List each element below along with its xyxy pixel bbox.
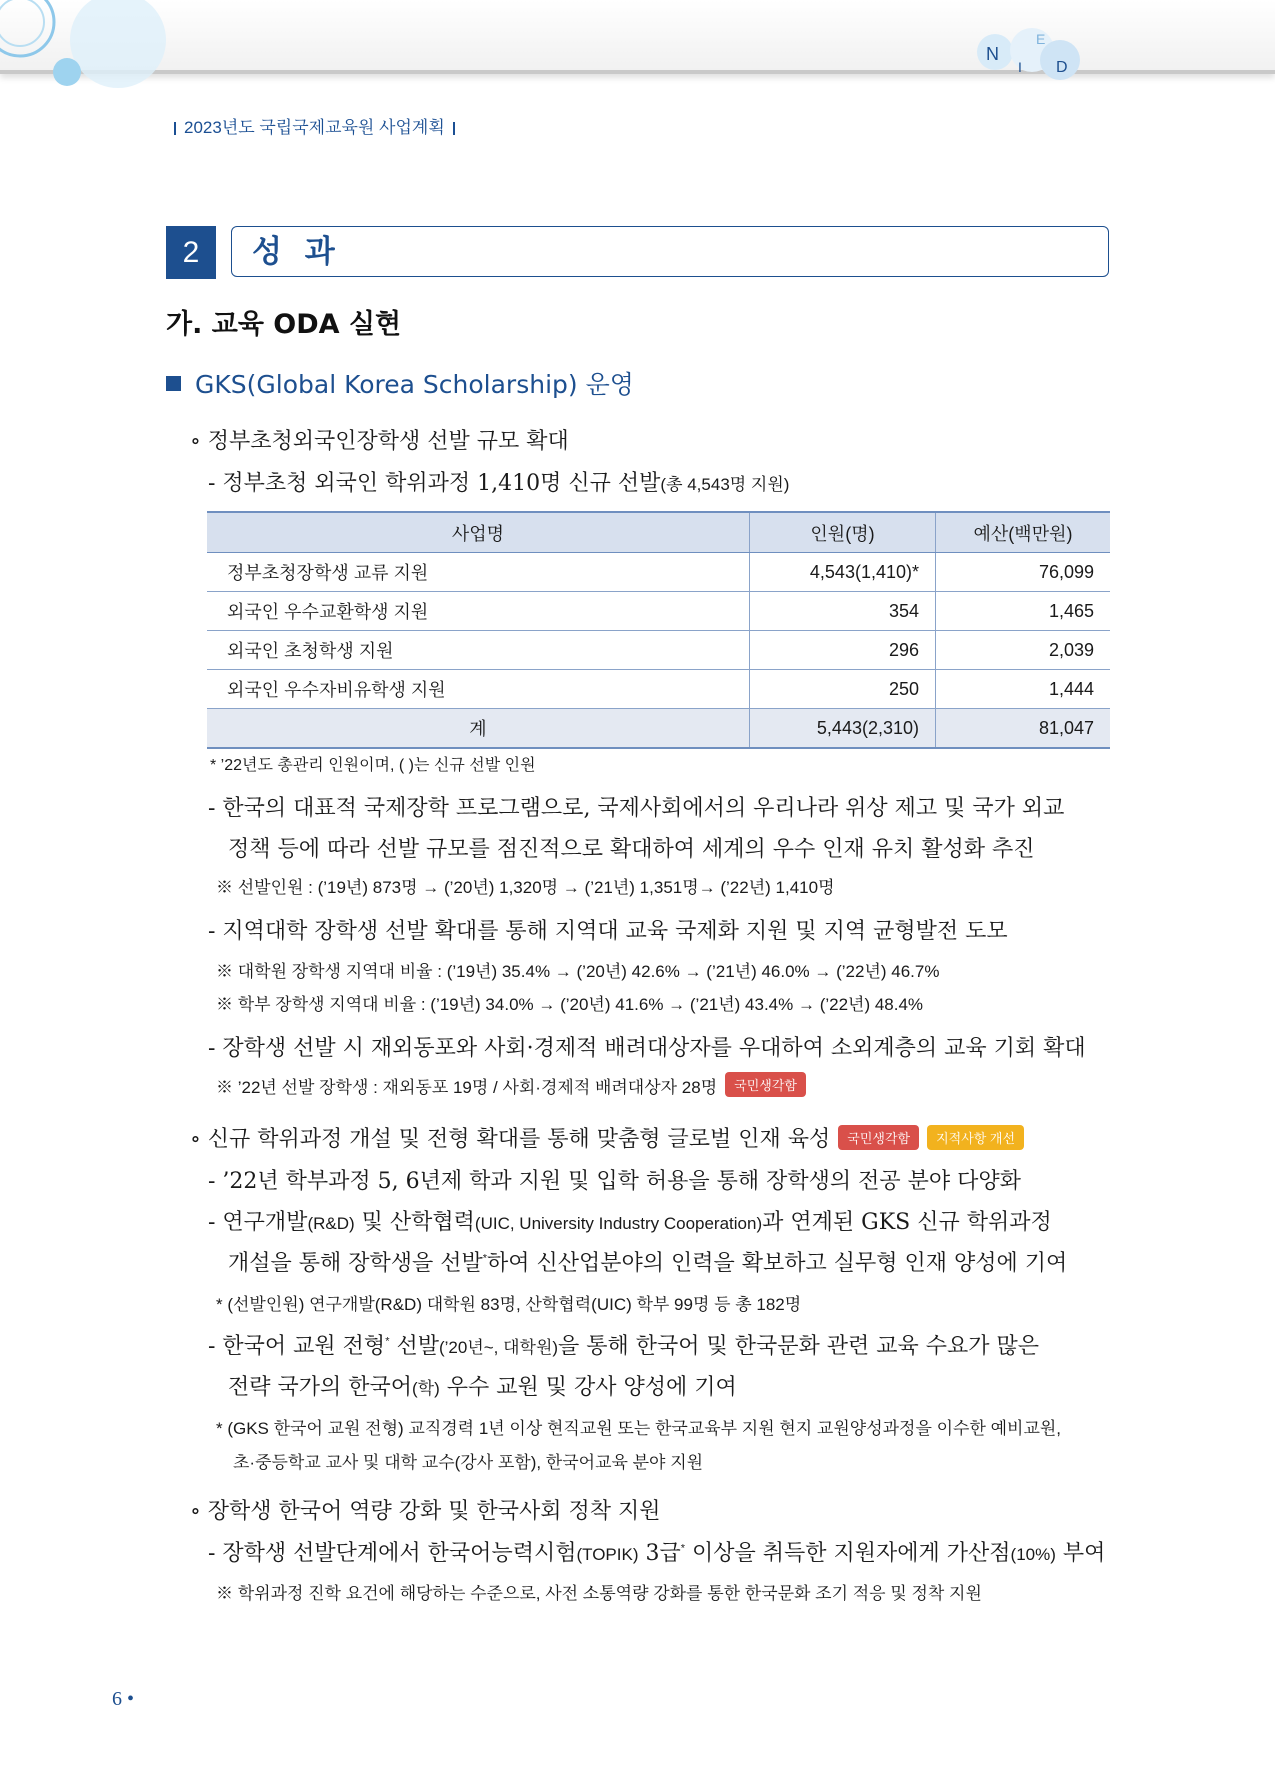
- col-header-budget: 예산(백만원): [936, 512, 1111, 553]
- col-header-people: 인원(명): [750, 512, 936, 553]
- b2-line4-sup: *: [385, 1335, 390, 1348]
- running-header: [166, 113, 463, 138]
- b2-line3-a: 개설을 통해 장학생을 선발: [228, 1251, 483, 1276]
- table-row: [207, 631, 1110, 670]
- b3-line1-a: - 장학생 선발단계에서 한국어능력시험: [208, 1541, 577, 1566]
- p2-line1: - 지역대학 장학생 선발 확대를 통해 지역대 교육 국제화 지원 및 지역 균형발전 도모: [208, 919, 1008, 944]
- bullet-1-line: [208, 466, 789, 497]
- bullet-3-text: 장학생 한국어 역량 강화 및 한국사회 정착 지원: [207, 1499, 661, 1524]
- b2-line5-c: 우수 교원 및 강사 양성에 기여: [439, 1375, 737, 1400]
- b2-line4-b: 선발: [389, 1334, 439, 1359]
- cell-people: 4,543(1,410)*: [750, 553, 936, 592]
- nied-logo: [960, 20, 1110, 90]
- table-row: [207, 592, 1110, 631]
- b2-line5: [228, 1370, 737, 1401]
- table-total-row: [207, 709, 1110, 749]
- b2-line2-e: 과 연계된 GKS 신규 학위과정: [762, 1210, 1052, 1235]
- bullet-1-line-small: (총 4,543명 지원): [660, 475, 790, 494]
- b2-line2-d: (UIC, University Industry Cooperation): [474, 1214, 763, 1233]
- circle-decoration: [0, 0, 260, 100]
- b2-line3-sup: *: [482, 1252, 488, 1265]
- p1-note: ※ 선발인원 : (’19년) 873명 → (’20년) 1,320명 → (’21년) 1,351명→ (’22년) 1,410명: [216, 878, 835, 897]
- b3-line1-e: (10%): [1010, 1545, 1056, 1564]
- col-header-program: 사업명: [207, 512, 750, 553]
- header-title: 2023년도 국립국제교육원 사업계획: [184, 118, 445, 137]
- cell-people: 354: [750, 592, 936, 631]
- heading-education-oda: 가. 교육 ODA 실현: [166, 309, 402, 340]
- cell-budget: 1,465: [936, 592, 1111, 631]
- cell-budget: 76,099: [936, 553, 1111, 592]
- b2-line5-b: (학): [412, 1379, 440, 1398]
- budget-table: [207, 511, 1110, 749]
- p2-note1: ※ 대학원 장학생 지역대 비율 : (’19년) 35.4% → (’20년) 42.6% → (’21년) 46.0% → (’22년) 46.7%: [216, 962, 940, 981]
- b2-note2-line1: * (GKS 한국어 교원 전형) 교직경력 1년 이상 현직교원 또는 한국교육부 지원 현지 교원양성과정을 이수한 예비교원,: [216, 1419, 1062, 1438]
- b3-line1-d: 이상을 취득한 지원자에게 가산점: [685, 1541, 1011, 1566]
- svg-text:D: D: [1056, 59, 1068, 76]
- b3-note: ※ 학위과정 진학 요건에 해당하는 수준으로, 사전 소통역량 강화를 통한 한국문화 조기 적응 및 정착 지원: [216, 1584, 982, 1603]
- b3-line1-f: 부여: [1055, 1541, 1106, 1566]
- cell-program: 외국인 우수교환학생 지원: [207, 592, 750, 631]
- bullet-2-title: ∘ 신규 학위과정 개설 및 전형 확대를 통해 맞춤형 글로벌 인재 육성 국민생각함 지적사항 개선: [190, 1122, 1024, 1153]
- bullet-2-text: 신규 학위과정 개설 및 전형 확대를 통해 맞춤형 글로벌 인재 육성: [207, 1127, 831, 1152]
- b2-line4-a: - 한국어 교원 전형: [208, 1334, 386, 1359]
- b2-line2-a: - 연구개발: [208, 1210, 308, 1235]
- b2-note: * (선발인원) 연구개발(R&D) 대학원 83명, 산학협력(UIC) 학부 99명 등 총 182명: [216, 1295, 802, 1314]
- table-row: [207, 670, 1110, 709]
- cell-people: 250: [750, 670, 936, 709]
- b2-note2-line2: 초·중등학교 교사 및 대학 교수(강사 포함), 한국어교육 분야 지원: [233, 1453, 704, 1472]
- p1-line1: - 한국의 대표적 국제장학 프로그램으로, 국제사회에서의 우리나라 위상 제고 및 국가 외교: [208, 796, 1065, 821]
- b2-line2-c: 및 산학협력: [354, 1210, 475, 1235]
- p2-note2: ※ 학부 장학생 지역대 비율 : (’19년) 34.0% → (’20년) 41.6% → (’21년) 43.4% → (’22년) 48.4%: [216, 995, 924, 1014]
- b2-line2-b: (R&D): [307, 1214, 355, 1233]
- b3-line1-sup: *: [680, 1542, 686, 1555]
- cell-program: 외국인 우수자비유학생 지원: [207, 670, 750, 709]
- header-bar-right: [453, 122, 455, 135]
- table-footnote: * ’22년도 총관리 인원이며, ( )는 신규 선발 인원: [210, 757, 536, 774]
- b2-line5-a: 전략 국가의 한국어: [228, 1375, 413, 1400]
- svg-text:N: N: [986, 44, 999, 64]
- bullet-1-title: ∘ 정부초청외국인장학생 선발 규모 확대: [190, 429, 569, 454]
- square-bullet-icon: [166, 376, 181, 391]
- b2-line4: [208, 1329, 1039, 1360]
- cell-program: 정부초청장학생 교류 지원: [207, 553, 750, 592]
- b2-line1: - ’22년 학부과정 5, 6년제 학과 지원 및 입학 허용을 통해 장학생의 전공 분야 다양화: [208, 1169, 1021, 1194]
- bullet-1-text: 정부초청외국인장학생 선발 규모 확대: [207, 429, 569, 454]
- b3-line1-c: 3급: [638, 1541, 681, 1566]
- b2-line3: [228, 1246, 1067, 1277]
- p3-note: [216, 1072, 806, 1098]
- svg-text:I: I: [1018, 59, 1022, 75]
- table-header-row: [207, 512, 1110, 553]
- citizen-idea-badge: 국민생각함: [725, 1072, 806, 1097]
- b2-line2: [208, 1205, 1052, 1236]
- cell-budget: 1,444: [936, 670, 1111, 709]
- table-row: [207, 553, 1110, 592]
- b3-line1-b: (TOPIK): [576, 1545, 639, 1564]
- bullet-3-title: ∘ 장학생 한국어 역량 강화 및 한국사회 정착 지원: [190, 1499, 661, 1524]
- audit-fix-badge: 지적사항 개선: [927, 1125, 1024, 1150]
- svg-text:E: E: [1036, 31, 1046, 47]
- bullet-1-line-main: - 정부초청 외국인 학위과정 1,410명 신규 선발: [208, 471, 661, 496]
- p3-note-text: ※ ’22년 선발 장학생 : 재외동포 19명 / 사회·경제적 배려대상자 28명: [216, 1078, 718, 1097]
- b2-line4-d: 을 통해 한국어 및 한국문화 관련 교육 수요가 많은: [558, 1334, 1040, 1359]
- citizen-idea-badge: 국민생각함: [838, 1125, 919, 1150]
- page-number: 6 •: [112, 1688, 135, 1710]
- cell-budget: 2,039: [936, 631, 1111, 670]
- heading-gks-text: GKS(Global Korea Scholarship) 운영: [195, 370, 634, 399]
- section-title: 성 과: [231, 226, 1109, 277]
- b2-line3-b: 하여 신산업분야의 인력을 확보하고 실무형 인재 양성에 기여: [487, 1251, 1068, 1276]
- cell-total-label: 계: [207, 709, 750, 749]
- section-number: 2: [166, 226, 216, 279]
- cell-people: 296: [750, 631, 936, 670]
- header-bar-left: [174, 122, 176, 135]
- cell-total-budget: 81,047: [936, 709, 1111, 749]
- heading-gks: [166, 365, 634, 401]
- b3-line1: [208, 1536, 1105, 1567]
- p1-line2: 정책 등에 따라 선발 규모를 점진적으로 확대하여 세계의 우수 인재 유치 활성화 추진: [228, 837, 1035, 862]
- cell-total-people: 5,443(2,310): [750, 709, 936, 749]
- b2-line4-c: (’20년~, 대학원): [438, 1338, 559, 1357]
- p3-line1: - 장학생 선발 시 재외동포와 사회·경제적 배려대상자를 우대하여 소외계층의 교육 기회 확대: [208, 1036, 1086, 1061]
- cell-program: 외국인 초청학생 지원: [207, 631, 750, 670]
